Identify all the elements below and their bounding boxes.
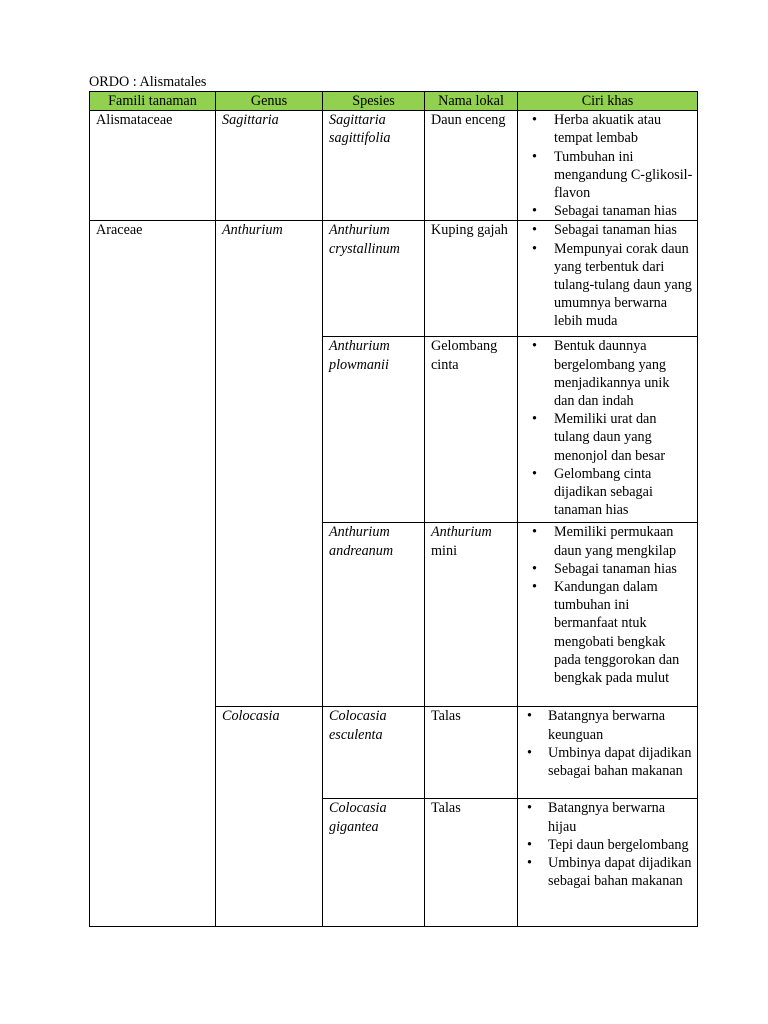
ciri-khas-cell [518,111,698,221]
nama-lokal-cell: Kuping gajah [425,221,518,337]
nama-lokal-cell: Gelombang cinta [425,337,518,523]
list-item: • Umbinya dapat dijadikan sebagai bahan makanan [524,854,693,890]
genus-cell: Colocasia [216,707,323,927]
header-genus: Genus [216,92,323,111]
nama-lokal-cell: Daun enceng [425,111,518,221]
plant-table [89,91,698,927]
list-item: • Sebagai tanaman hias [524,221,693,239]
ciri-khas-cell [518,337,698,523]
nama-lokal-cell: Talas [425,707,518,799]
header-nama-lokal: Nama lokal [425,92,518,111]
ordo-title: ORDO : Alismatales [89,74,207,90]
header-ciri-khas: Ciri khas [518,92,698,111]
list-item: • Herba akuatik atau tempat lembab [524,111,693,147]
famili-cell: Alismataceae [90,111,216,221]
list-item: • Mempunyai corak daun yang terbentuk dari tulang-tulang daun yang umumnya berwarna lebih muda [524,240,693,331]
list-item: • Tepi daun bergelombang [524,836,693,854]
spesies-cell: Anthurium plowmanii [323,337,425,523]
list-item: • Kandungan dalam tumbuhan ini bermanfaat ntuk mengobati bengkak pada tenggorokan dan bengkak pada mulut [524,578,693,687]
list-item: • Gelombang cinta dijadikan sebagai tanaman hias [524,465,693,520]
spesies-cell: Sagittaria sagittifolia [323,111,425,221]
ciri-khas-cell [518,523,698,707]
genus-cell: Sagittaria [216,111,323,221]
list-item: • Tumbuhan ini mengandung C-glikosil-flavon [524,148,693,203]
spesies-cell: Anthurium crystallinum [323,221,425,337]
nama-lokal-cell [425,523,518,707]
list-item: • Memiliki permukaan daun yang mengkilap [524,523,693,559]
ciri-khas-cell [518,799,698,927]
spesies-cell: Colocasia gigantea [323,799,425,927]
table-row [90,111,698,221]
ciri-khas-cell [518,707,698,799]
nama-lokal-text: mini [431,542,458,559]
genus-cell: Anthurium [216,221,323,707]
spesies-cell: Colocasia esculenta [323,707,425,799]
list-item: • Sebagai tanaman hias [524,560,693,578]
header-spesies: Spesies [323,92,425,111]
table-row [90,221,698,337]
famili-cell: Araceae [90,221,216,927]
list-item: • Bentuk daunnya bergelombang yang menjadikannya unik dan dan indah [524,337,693,410]
list-item: • Sebagai tanaman hias [524,202,693,220]
ciri-khas-cell [518,221,698,337]
list-item: • Batangnya berwarna keunguan [524,707,693,743]
header-row [90,92,698,111]
list-item: • Batangnya berwarna hijau [524,799,693,835]
list-item: • Umbinya dapat dijadikan sebagai bahan makanan [524,744,693,780]
nama-lokal-italic: Anthurium [431,524,492,541]
list-item: • Memiliki urat dan tulang daun yang menonjol dan besar [524,410,693,465]
nama-lokal-cell: Talas [425,799,518,927]
spesies-cell: Anthurium andreanum [323,523,425,707]
header-famili: Famili tanaman [90,92,216,111]
